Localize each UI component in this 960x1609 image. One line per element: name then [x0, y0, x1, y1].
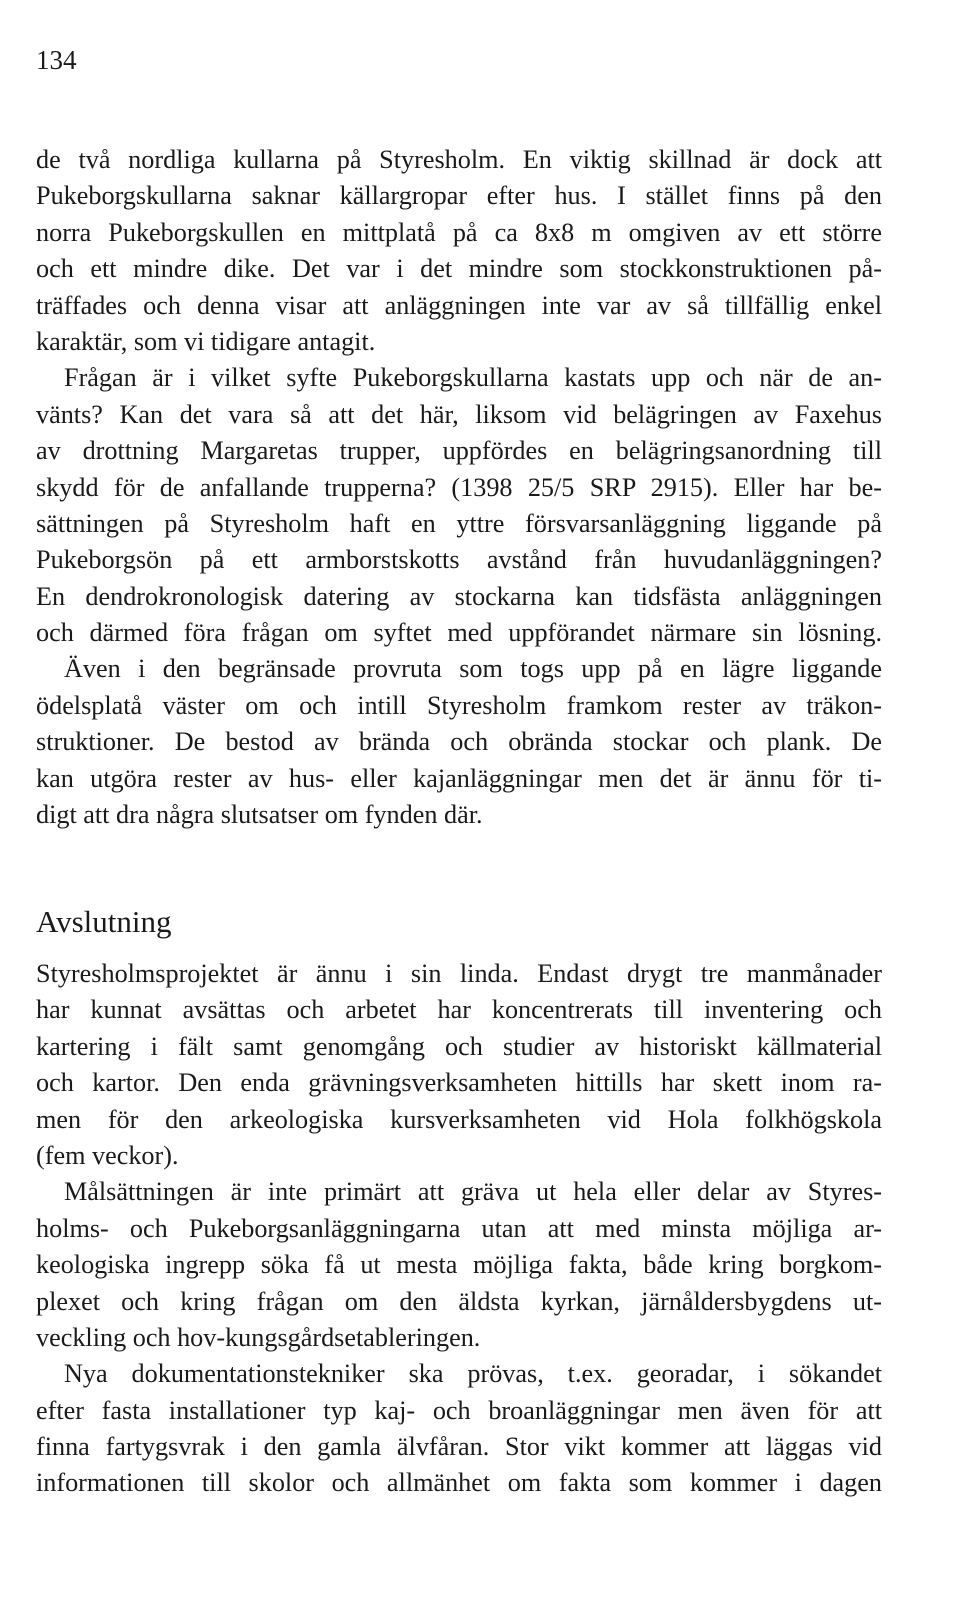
text-line: sättningen på Styresholm haft en yttre försvarsanläggning liggande på — [36, 508, 882, 538]
text-line: Målsättningen är inte primärt att gräva ut hela eller delar av Styres- — [64, 1177, 882, 1207]
text-line: informationen till skolor och allmänhet om fakta som kommer i dagen — [36, 1468, 882, 1498]
text-line: Pukeborgskullarna saknar källargropar efter hus. I stället finns på den — [36, 181, 882, 211]
text-line: En dendrokronologisk datering av stockarna kan tidsfästa anläggningen — [36, 581, 882, 611]
text-line: skydd för de anfallande trupperna? (1398 25/5 SRP 2915). Eller har be- — [36, 472, 882, 502]
text-line: (fem veckor). — [36, 1140, 179, 1170]
text-line: karaktär, som vi tidigare antagit. — [36, 326, 376, 356]
text-line: norra Pukeborgskullen en mittplatå på ca 8x8 m omgiven av ett större — [36, 217, 882, 247]
text-line: och därmed föra frågan om syftet med uppförandet närmare sin lösning. — [36, 618, 882, 648]
body-text-section-2 — [36, 956, 882, 1502]
text-line: digt att dra några slutsatser om fynden där. — [36, 800, 483, 830]
text-line: ödelsplatå väster om och intill Styresholm framkom rester av träkon- — [36, 690, 882, 720]
page-number: 134 — [36, 45, 77, 75]
text-line: träffades och denna visar att anläggningen inte var av så tillfällig enkel — [36, 290, 882, 320]
text-line: Frågan är i vilket syfte Pukeborgskullarna kastats upp och när de an- — [64, 363, 882, 393]
text-line: Även i den begränsade provruta som togs upp på en lägre liggande — [64, 654, 882, 684]
text-line: kan utgöra rester av hus- eller kajanläggningar men det är ännu för ti- — [36, 763, 882, 793]
text-line: keologiska ingrepp söka få ut mesta möjliga fakta, både kring borgkom- — [36, 1250, 882, 1280]
text-line: plexet och kring frågan om den äldsta kyrkan, järnåldersbygdens ut- — [36, 1286, 882, 1316]
text-line: och kartor. Den enda grävningsverksamheten hittills har skett inom ra- — [36, 1068, 882, 1098]
text-line: finna fartygsvrak i den gamla älvfåran. Stor vikt kommer att läggas vid — [36, 1432, 882, 1462]
text-line: efter fasta installationer typ kaj- och broanläggningar men även för att — [36, 1395, 882, 1425]
text-line: har kunnat avsättas och arbetet har koncentrerats till inventering och — [36, 995, 882, 1025]
text-line: struktioner. De bestod av brända och obrända stockar och plank. De — [36, 727, 882, 757]
text-line: Nya dokumentationstekniker ska prövas, t.ex. georadar, i sökandet — [64, 1359, 882, 1389]
section-heading: Avslutning — [36, 904, 172, 939]
text-line: vänts? Kan det vara så att det här, liksom vid belägringen av Faxehus — [36, 399, 882, 429]
text-line: holms- och Pukeborgsanläggningarna utan att med minsta möjliga ar- — [36, 1213, 882, 1243]
text-line: kartering i fält samt genomgång och studier av historiskt källmaterial — [36, 1031, 882, 1061]
text-line: Pukeborgsön på ett armborstskotts avstånd från huvudanläggningen? — [36, 545, 882, 575]
text-line: men för den arkeologiska kursverksamheten vid Hola folkhögskola — [36, 1104, 882, 1134]
text-line: veckling och hov-kungsgårdsetableringen. — [36, 1322, 481, 1352]
text-line: och ett mindre dike. Det var i det mindre som stockkonstruktionen på- — [36, 254, 882, 284]
text-line: de två nordliga kullarna på Styresholm. En viktig skillnad är dock att — [36, 145, 882, 174]
body-text-section-1 — [36, 142, 882, 833]
text-line: av drottning Margaretas trupper, uppfördes en belägringsanordning till — [36, 436, 882, 466]
text-line: Styresholmsprojektet är ännu i sin linda. Endast drygt tre manmånader — [36, 959, 882, 988]
